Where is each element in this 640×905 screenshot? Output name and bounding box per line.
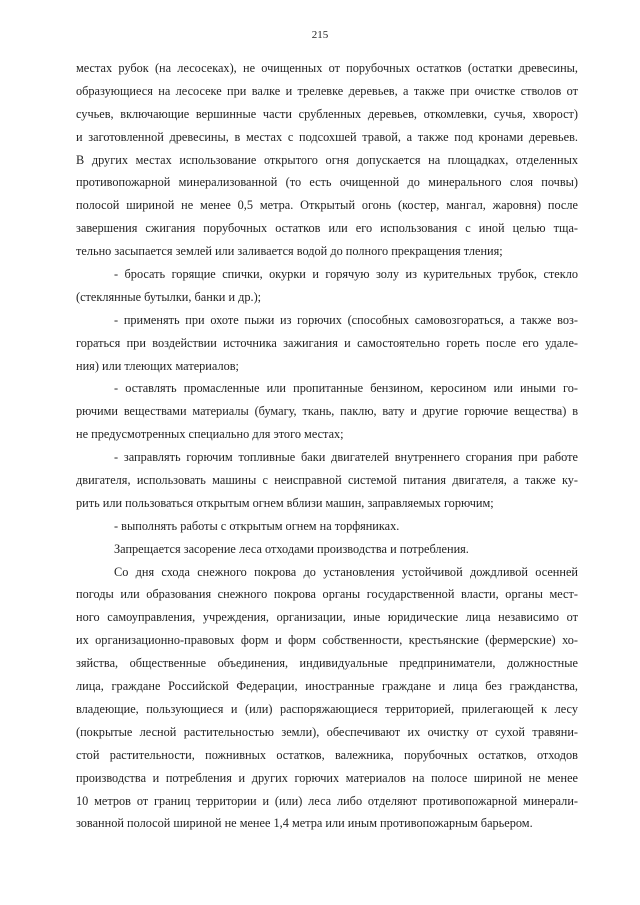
text-line: стой растительности, пожнивных остатков, валежника, порубочных остатков, отходов xyxy=(76,747,578,762)
text-line: лица, граждане Российской Федерации, иностранные граждане и лица без гражданства, xyxy=(76,679,578,694)
text-line: местах рубок (на лесосеках), не очищенных от порубочных остатков (остатки древесины, xyxy=(76,61,578,75)
text-line: рить или пользоваться открытым огнем вблизи машин, заправляемых горючим; xyxy=(76,495,494,510)
text-line: противопожарной минерализованной (то есть очищенной до минерального слоя почвы) xyxy=(76,175,578,190)
text-line: погоды или образования снежного покрова органы государственной власти, органы мест- xyxy=(76,587,578,602)
text-line: двигателя, использовать машины с неисправной системой питания двигателя, а также ку- xyxy=(76,473,578,488)
text-line: (стеклянные бутылки, банки и др.); xyxy=(76,289,262,304)
text-line: - бросать горящие спички, окурки и горячую золу из курительных трубок, стекло xyxy=(114,267,578,282)
text-line: - оставлять промасленные или пропитанные бензином, керосином или иными го- xyxy=(114,381,578,396)
text-line: - применять при охоте пыжи из горючих (способных самовозгораться, а также воз- xyxy=(114,312,578,327)
text-line: Запрещается засорение леса отходами производства и потребления. xyxy=(114,541,469,556)
paragraph xyxy=(76,538,578,561)
text-line: не предусмотренных специально для этого местах; xyxy=(76,427,344,442)
paragraph xyxy=(76,263,578,309)
paragraph xyxy=(76,377,578,446)
text-line: их организационно-правовых форм и форм собственности, крестьянские (фермерские) хо- xyxy=(76,633,578,648)
text-line: (покрытые лесной растительностью земли), обеспечивают их очистку от сухой травяни- xyxy=(76,724,578,739)
text-line: и заготовленной древесины, в местах с подсохшей травой, а также под кронами деревьев. xyxy=(76,129,578,144)
text-line: Со дня схода снежного покрова до установления устойчивой дождливой осенней xyxy=(114,564,578,579)
paragraph xyxy=(76,561,578,836)
text-line: 10 метров от границ территории и (или) леса либо отделяют противопожарной минерали- xyxy=(76,793,578,808)
text-line: завершения сжигания порубочных остатков или его использования с иной целью тща- xyxy=(76,221,578,236)
text-line: ного самоуправления, учреждения, организации, иные юридические лица независимо от xyxy=(76,610,578,625)
paragraph xyxy=(76,309,578,378)
text-line: тельно засыпается землей или заливается водой до полного прекращения тления; xyxy=(76,244,503,259)
text-line: полосой шириной не менее 0,5 метра. Открытый огонь (костер, мангал, жаровня) после xyxy=(76,198,578,213)
text-line: - выполнять работы с открытым огнем на торфяниках. xyxy=(114,518,400,533)
text-line: зяйства, общественные объединения, индивидуальные предприниматели, должностные xyxy=(76,656,578,671)
text-line: - заправлять горючим топливные баки двигателей внутреннего сгорания при работе xyxy=(114,450,578,465)
paragraph xyxy=(76,57,578,263)
text-line: зованной полосой шириной не менее 1,4 метра или иным противопожарным барьером. xyxy=(76,816,533,831)
page-number: 215 xyxy=(311,29,329,41)
text-line: производства и потребления и других горючих материалов на полосе шириной не менее xyxy=(76,770,578,785)
paragraph xyxy=(76,515,578,538)
text-line: гораться при воздействии источника зажигания и самостоятельно гореть после его удале- xyxy=(76,335,578,350)
text-line: рючими веществами материалы (бумагу, ткань, паклю, вату и другие горючие вещества) в xyxy=(76,404,578,419)
text-line: сучьев, включающие вершинные части срубленных деревьев, откомлевки, сучья, хворост) xyxy=(76,106,578,121)
text-line: образующиеся на лесосеке при валке и трелевке деревьев, а также при очистке стволов от xyxy=(76,83,578,98)
text-line: В других местах использование открытого огня допускается на площадках, отделенных xyxy=(76,152,578,167)
paragraph xyxy=(76,446,578,515)
text-line: владеющие, пользующиеся и (или) распоряжающиеся территорией, прилегающей к лесу xyxy=(76,701,578,716)
text-line: ния) или тлеющих материалов; xyxy=(76,358,239,373)
document-body xyxy=(76,57,578,835)
